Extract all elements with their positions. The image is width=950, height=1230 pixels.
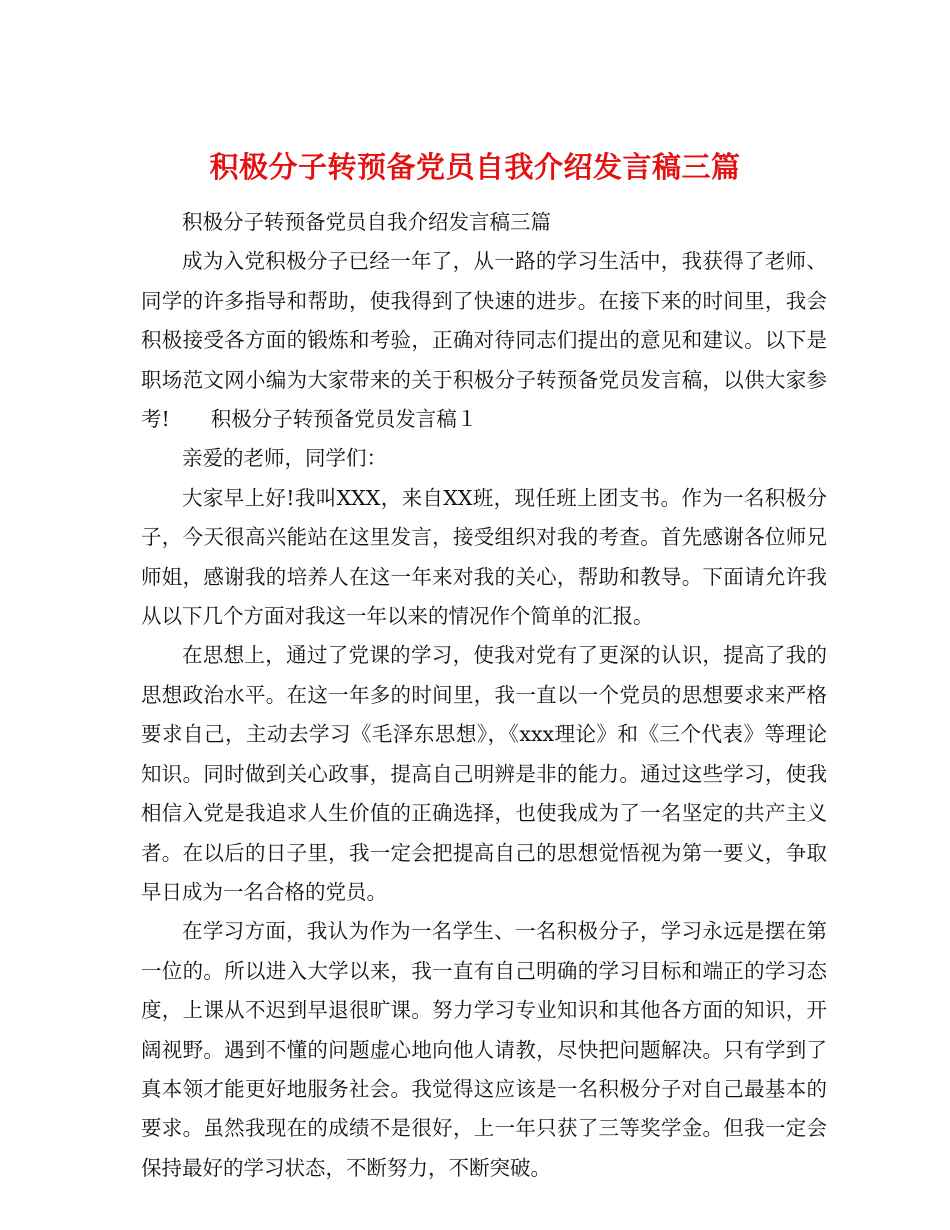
body-paragraph: 在学习方面，我认为作为一名学生、一名积极分子，学习永远是摆在第一位的。所以进入大学以来，我一直有自己明确的学习目标和端正的学习态度，上课从不迟到早退很旷课。努力学习专业知识和其他各方面的知识，开阔视野。遇到不懂的问题虚心地向他人请教，尽快把问题解决。只有学到了真本领才能更好地服务社会。我觉得这应该是一名积极分子对自己最基本的要求。虽然我现在的成绩不是很好，上一年只获了三等奖学金。但我一定会保持最好的学习状态，不断努力，不断突破。: [141, 919, 827, 1180]
document-body: [141, 203, 827, 1188]
body-paragraph: 积极分子转预备党员自我介绍发言稿三篇: [182, 210, 551, 234]
body-paragraph: 成为入党积极分子已经一年了，从一路的学习生活中，我获得了老师、同学的许多指导和帮助，使我得到了快速的进步。在接下来的时间里，我会积极接受各方面的锻炼和考验，正确对待同志们提出的意见和建议。以下是职场范文网小编为大家带来的关于积极分子转预备党员发言稿，以供大家参考! 积极分子转预备党员发言稿１: [141, 249, 827, 432]
body-paragraph: 亲爱的老师，同学们：: [182, 446, 387, 471]
body-paragraph: 大家早上好!我叫XXX，来自XX班，现任班上团支书。作为一名积极分子，今天很高兴能站在这里发言，接受组织对我的考查。首先感谢各位师兄师姐，感谢我的培养人在这一年来对我的关心，帮助和教导。下面请允许我从以下几个方面对我这一年以来的情况作个简单的汇报。: [141, 485, 827, 629]
body-paragraph: 在思想上，通过了党课的学习，使我对党有了更深的认识，提高了我的思想政治水平。在这一年多的时间里，我一直以一个党员的思想要求来严格要求自己，主动去学习《毛泽东思想》，《xxx理论》和《三个代表》等理论知识。同时做到关心政事，提高自己明辨是非的能力。通过这些学习，使我相信入党是我追求人生价值的正确选择，也使我成为了一名坚定的共产主义者。在以后的日子里，我一定会把提高自己的思想觉悟视为第一要义，争取早日成为一名合格的党员。: [141, 643, 827, 904]
document-title: 积极分子转预备党员自我介绍发言稿三篇: [209, 150, 741, 185]
